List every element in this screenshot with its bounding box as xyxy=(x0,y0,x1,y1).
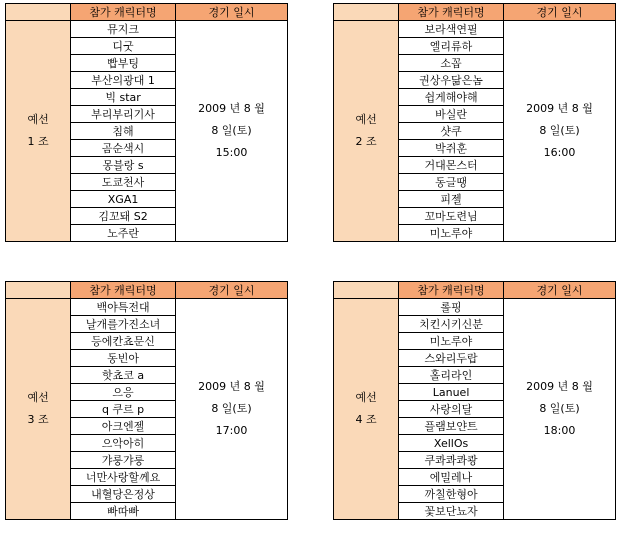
participant-name: 빅 star xyxy=(71,89,176,106)
participant-name: 미노루야 xyxy=(399,333,504,350)
header-row xyxy=(334,282,616,299)
table-row xyxy=(334,299,616,316)
datetime-header: 경기 일시 xyxy=(175,4,287,21)
table-row xyxy=(334,21,616,38)
participant-name: 소꼽 xyxy=(399,55,504,72)
participant-name: 꽃보단뇨자 xyxy=(399,503,504,520)
group-3-match-datetime xyxy=(175,299,287,520)
group-label-line: 예선 xyxy=(355,391,377,404)
group-4-table xyxy=(333,281,616,520)
participant-name: Lanuel xyxy=(399,384,504,401)
datetime-header: 경기 일시 xyxy=(175,282,287,299)
participant-name: 침해 xyxy=(71,123,176,140)
group-1-schedule xyxy=(5,3,288,242)
group-label-line: 1 조 xyxy=(27,135,49,148)
group-label-line: 4 조 xyxy=(355,413,377,426)
participant-name: 에밀레나 xyxy=(399,469,504,486)
group-4-label xyxy=(334,299,399,520)
participant-name: 도쿄천사 xyxy=(71,174,176,191)
match-datetime-line: 8 일(토) xyxy=(211,402,252,415)
group-label-line: 예선 xyxy=(355,113,377,126)
participant-name: 빱부팅 xyxy=(71,55,176,72)
match-datetime-line: 8 일(토) xyxy=(539,124,580,137)
group-label-line: 예선 xyxy=(27,113,49,126)
participant-name: 동빈아 xyxy=(71,350,176,367)
participant-name: 핫쵸코 a xyxy=(71,367,176,384)
participant-name: 곰순색시 xyxy=(71,140,176,157)
participant-name: 쉽게해야해 xyxy=(399,89,504,106)
match-datetime-line: 8 일(토) xyxy=(211,124,252,137)
header-blank-cell xyxy=(6,4,71,21)
header-blank-cell xyxy=(6,282,71,299)
group-3-schedule xyxy=(5,281,288,520)
datetime-header: 경기 일시 xyxy=(503,4,615,21)
participant-name: 거대몬스터 xyxy=(399,157,504,174)
participant-name: 홀리라인 xyxy=(399,367,504,384)
participants-header: 참가 캐릭터명 xyxy=(399,282,504,299)
header-row xyxy=(334,4,616,21)
participant-name: 권상우닮은놈 xyxy=(399,72,504,89)
participant-name: 너만사랑할께요 xyxy=(71,469,176,486)
participant-name: 부산의광대 1 xyxy=(71,72,176,89)
header-row xyxy=(6,4,288,21)
table-row xyxy=(6,21,288,38)
participant-name: 백야특전대 xyxy=(71,299,176,316)
group-2-table xyxy=(333,3,616,242)
group-label-line: 3 조 xyxy=(27,413,49,426)
match-datetime-line: 2009 년 8 월 xyxy=(526,380,593,393)
group-1-match-datetime xyxy=(175,21,287,242)
group-1-table xyxy=(5,3,288,242)
participant-name: 꼬마도련님 xyxy=(399,208,504,225)
participant-name: 보라색연필 xyxy=(399,21,504,38)
group-3-label xyxy=(6,299,71,520)
participant-name: 스와리두랍 xyxy=(399,350,504,367)
participant-name: 아크엔젤 xyxy=(71,418,176,435)
group-4-match-datetime xyxy=(503,299,615,520)
participant-name: 날개를가진소녀 xyxy=(71,316,176,333)
participant-name: XGA1 xyxy=(71,191,176,208)
participant-name: 피젤 xyxy=(399,191,504,208)
group-1-label xyxy=(6,21,71,242)
match-datetime-line: 2009 년 8 월 xyxy=(198,102,265,115)
group-3-table xyxy=(5,281,288,520)
participant-name: 으응 xyxy=(71,384,176,401)
participant-name: 사랑의달 xyxy=(399,401,504,418)
participant-name: 뮤지크 xyxy=(71,21,176,38)
table-row xyxy=(6,299,288,316)
match-datetime-line: 17:00 xyxy=(215,424,248,437)
participants-header: 참가 캐릭터명 xyxy=(71,4,176,21)
participant-name: 디굿 xyxy=(71,38,176,55)
group-2-label xyxy=(334,21,399,242)
participant-name: 바실란 xyxy=(399,106,504,123)
group-4-schedule xyxy=(333,281,616,520)
participant-name: XellOs xyxy=(399,435,504,452)
group-2-schedule xyxy=(333,3,616,242)
participant-name: 내혈당은정상 xyxy=(71,486,176,503)
match-datetime-line: 16:00 xyxy=(543,146,576,159)
match-datetime-line: 2009 년 8 월 xyxy=(198,380,265,393)
participants-header: 참가 캐릭터명 xyxy=(71,282,176,299)
participant-name: 갸룽갸룽 xyxy=(71,452,176,469)
participant-name: 미노루야 xyxy=(399,225,504,242)
participant-name: 롤핑 xyxy=(399,299,504,316)
participant-name: 엘리류하 xyxy=(399,38,504,55)
header-blank-cell xyxy=(334,282,399,299)
participant-name: 치킨시키신분 xyxy=(399,316,504,333)
group-label-line: 예선 xyxy=(27,391,49,404)
match-datetime-line: 8 일(토) xyxy=(539,402,580,415)
participant-name: 몽블랑 s xyxy=(71,157,176,174)
participant-name: 샷쿠 xyxy=(399,123,504,140)
participant-name: 으악아히 xyxy=(71,435,176,452)
participant-name: 박쥐훈 xyxy=(399,140,504,157)
participant-name: 노주란 xyxy=(71,225,176,242)
header-blank-cell xyxy=(334,4,399,21)
participant-name: 플램보얀트 xyxy=(399,418,504,435)
participant-name: 김꼬돼 S2 xyxy=(71,208,176,225)
group-label-line: 2 조 xyxy=(355,135,377,148)
header-row xyxy=(6,282,288,299)
match-datetime-line: 2009 년 8 월 xyxy=(526,102,593,115)
participant-name: 등에칸쵸문신 xyxy=(71,333,176,350)
match-datetime-line: 18:00 xyxy=(543,424,576,437)
participant-name: 동글땡 xyxy=(399,174,504,191)
participant-name: 부리부리기사 xyxy=(71,106,176,123)
participants-header: 참가 캐릭터명 xyxy=(399,4,504,21)
participant-name: 까칠한형아 xyxy=(399,486,504,503)
participant-name: 쿠콰콰콰쾅 xyxy=(399,452,504,469)
datetime-header: 경기 일시 xyxy=(503,282,615,299)
participant-name: q 쿠르 p xyxy=(71,401,176,418)
match-datetime-line: 15:00 xyxy=(215,146,248,159)
participant-name: 빠따빠 xyxy=(71,503,176,520)
group-2-match-datetime xyxy=(503,21,615,242)
